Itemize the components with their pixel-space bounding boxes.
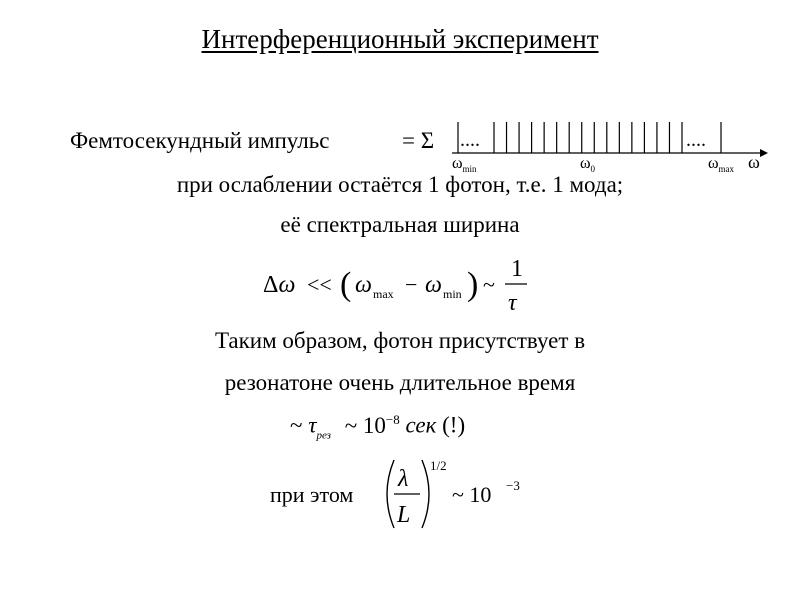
delta-omega: Δω bbox=[263, 272, 296, 298]
formula-lifetime bbox=[290, 412, 465, 441]
lambda-numerator: λ bbox=[398, 466, 409, 492]
right-paren: ) bbox=[467, 266, 479, 303]
much-less-sign: << bbox=[307, 272, 332, 297]
formula-spectral-width bbox=[255, 250, 545, 320]
ten-rhs-exponent: −3 bbox=[506, 478, 520, 493]
line-resonator-time: резонатоне очень длительное время bbox=[224, 370, 576, 395]
line-spectral-width: её спектральная ширина bbox=[280, 212, 520, 237]
omega-min-sub: min bbox=[443, 287, 462, 301]
prefix-text: при этом bbox=[270, 482, 354, 507]
sum-expression: = Σ bbox=[402, 128, 435, 153]
axis-arrowhead bbox=[760, 149, 768, 157]
dots-left: .... bbox=[460, 129, 480, 151]
dots-right: .... bbox=[686, 129, 706, 151]
omega-max: ω bbox=[355, 272, 372, 298]
omega-0-label: $\omega_0$ bbox=[580, 155, 596, 174]
line-photon-present: Таким образом, фотон присутствует в bbox=[214, 328, 586, 353]
fraction-denominator: τ bbox=[508, 290, 517, 316]
minus-sign: − bbox=[405, 272, 418, 297]
ten-power: ~ 10 bbox=[344, 412, 386, 438]
tilde-sign: ~ bbox=[483, 272, 495, 297]
omega-min-label: $\omega_{min}$ bbox=[452, 155, 477, 174]
half-exponent: 1/2 bbox=[430, 458, 447, 473]
omega-max-label: $\omega_{max}$ bbox=[708, 155, 735, 174]
line-one-photon: при ослаблении остаётся 1 фотон, т.е. 1 мода; bbox=[176, 172, 624, 197]
left-paren: ( bbox=[340, 266, 352, 303]
slide-title: Интерференционный эксперимент bbox=[201, 24, 599, 54]
ten-exponent: −8 bbox=[385, 412, 400, 427]
ten-rhs: ~ 10 bbox=[452, 482, 492, 507]
formula-ratio bbox=[268, 452, 538, 534]
mode-spectrum-diagram bbox=[450, 112, 780, 176]
right-big-paren bbox=[422, 460, 429, 528]
fraction-numerator: 1 bbox=[511, 256, 523, 282]
mode-lines bbox=[494, 122, 682, 153]
omega-max-sub: max bbox=[373, 287, 394, 301]
tilde-1: ~ bbox=[290, 412, 303, 438]
unit-sec: сек bbox=[405, 412, 437, 438]
tau-symbol: τ bbox=[308, 412, 317, 438]
pulse-label: Фемтосекундный импульс bbox=[70, 128, 330, 153]
omega-min: ω bbox=[425, 272, 442, 298]
left-big-paren bbox=[387, 460, 394, 528]
l-denominator: L bbox=[397, 502, 411, 528]
exclamation-note: (!) bbox=[442, 412, 466, 438]
tau-subscript: рез bbox=[316, 429, 331, 442]
omega-axis-label: ω bbox=[748, 152, 760, 172]
